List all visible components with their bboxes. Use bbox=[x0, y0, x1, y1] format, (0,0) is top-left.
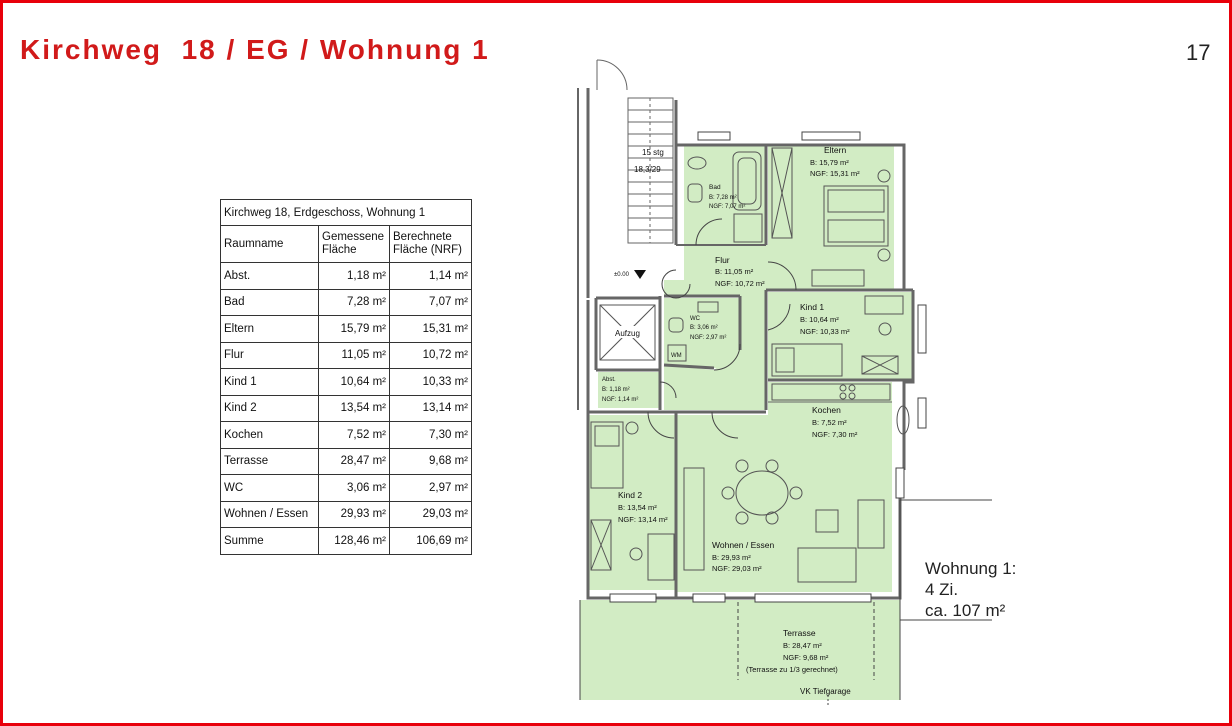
measured-area-cell: 3,06 m² bbox=[319, 475, 390, 502]
eltern-ngf: NGF: 15,31 m² bbox=[810, 169, 860, 178]
measured-area-cell: 29,93 m² bbox=[319, 501, 390, 528]
calc-area-cell: 10,72 m² bbox=[390, 342, 472, 369]
page-title: Kirchweg 18 / EG / Wohnung 1 bbox=[20, 34, 490, 65]
eltern-b: B: 15,79 m² bbox=[810, 158, 849, 167]
room-name-cell: Summe bbox=[221, 528, 319, 555]
elevator-label: Aufzug bbox=[615, 329, 640, 338]
measured-area-cell: 15,79 m² bbox=[319, 316, 390, 343]
wohnen-b: B: 29,93 m² bbox=[712, 553, 751, 562]
abst-name: Abst. bbox=[602, 377, 616, 383]
room-name-cell: Terrasse bbox=[221, 448, 319, 475]
col-header-calc: Berechnete Fläche (NRF) bbox=[390, 226, 472, 263]
room-name-cell: Kochen bbox=[221, 422, 319, 449]
col-header-room: Raumname bbox=[221, 226, 319, 263]
level-mark: ±0.00 bbox=[614, 272, 629, 278]
page-number: 17 bbox=[1186, 40, 1211, 65]
wohnen-fill bbox=[676, 415, 892, 592]
terrasse-name: Terrasse bbox=[783, 628, 816, 638]
calc-area-cell: 10,33 m² bbox=[390, 369, 472, 396]
level-arrow-icon bbox=[634, 270, 646, 279]
room-name-cell: Flur bbox=[221, 342, 319, 369]
calc-area-cell: 9,68 m² bbox=[390, 448, 472, 475]
kind1-b: B: 10,64 m² bbox=[800, 315, 839, 324]
abst-b: B: 1,18 m² bbox=[602, 387, 630, 393]
bad-name: Bad bbox=[709, 184, 721, 191]
flur-name: Flur bbox=[715, 255, 730, 265]
flur-ngf: NGF: 10,72 m² bbox=[715, 279, 765, 288]
terrasse-b: B: 28,47 m² bbox=[783, 641, 822, 650]
room-name-cell: Wohnen / Essen bbox=[221, 501, 319, 528]
wohnen-ngf: NGF: 29,03 m² bbox=[712, 564, 762, 573]
kind2-name: Kind 2 bbox=[618, 490, 643, 500]
wc-b: B: 3,06 m² bbox=[690, 325, 718, 331]
kind2-ngf: NGF: 13,14 m² bbox=[618, 515, 668, 524]
measured-area-cell: 128,46 m² bbox=[319, 528, 390, 555]
room-name-cell: WC bbox=[221, 475, 319, 502]
calc-area-cell: 1,14 m² bbox=[390, 263, 472, 290]
summary-rooms: 4 Zi. bbox=[925, 580, 959, 599]
measured-area-cell: 10,64 m² bbox=[319, 369, 390, 396]
measured-area-cell: 7,52 m² bbox=[319, 422, 390, 449]
kochen-b: B: 7,52 m² bbox=[812, 418, 847, 427]
kind2-b: B: 13,54 m² bbox=[618, 503, 657, 512]
kind1-name: Kind 1 bbox=[800, 302, 825, 312]
summary-apartment: Wohnung 1: bbox=[925, 559, 1017, 578]
kind1-ngf: NGF: 10,33 m² bbox=[800, 327, 850, 336]
eltern-name: Eltern bbox=[824, 145, 847, 155]
stair-label-2: 18,3/29 bbox=[634, 165, 661, 174]
terrasse-fill bbox=[580, 600, 900, 700]
calc-area-cell: 29,03 m² bbox=[390, 501, 472, 528]
terrasse-note: (Terrasse zu 1/3 gerechnet) bbox=[746, 665, 838, 674]
measured-area-cell: 28,47 m² bbox=[319, 448, 390, 475]
washing-machine-label: WM bbox=[671, 353, 682, 359]
measured-area-cell: 1,18 m² bbox=[319, 263, 390, 290]
terrasse-ngf: NGF: 9,68 m² bbox=[783, 653, 829, 662]
wc-name: WC bbox=[690, 316, 700, 322]
col-header-measured: Gemessene Fläche bbox=[319, 226, 390, 263]
measured-area-cell: 13,54 m² bbox=[319, 395, 390, 422]
wc-ngf: NGF: 2,97 m² bbox=[690, 335, 727, 341]
calc-area-cell: 7,30 m² bbox=[390, 422, 472, 449]
calc-area-cell: 13,14 m² bbox=[390, 395, 472, 422]
summary-area: ca. 107 m² bbox=[925, 601, 1006, 620]
measured-area-cell: 7,28 m² bbox=[319, 289, 390, 316]
wohnen-name: Wohnen / Essen bbox=[712, 540, 775, 550]
room-name-cell: Kind 2 bbox=[221, 395, 319, 422]
kochen-ngf: NGF: 7,30 m² bbox=[812, 430, 858, 439]
calc-area-cell: 2,97 m² bbox=[390, 475, 472, 502]
garage-label: VK Tiefgarage bbox=[800, 687, 851, 696]
kochen-name: Kochen bbox=[812, 405, 841, 415]
bad-ngf: NGF: 7,07 m² bbox=[709, 204, 746, 210]
calc-area-cell: 15,31 m² bbox=[390, 316, 472, 343]
flur-b: B: 11,05 m² bbox=[715, 267, 754, 276]
stair-label-1: 15 stg bbox=[642, 148, 664, 157]
abst-ngf: NGF: 1,14 m² bbox=[602, 397, 639, 403]
measured-area-cell: 11,05 m² bbox=[319, 342, 390, 369]
room-name-cell: Kind 1 bbox=[221, 369, 319, 396]
bad-b: B: 7,28 m² bbox=[709, 195, 737, 201]
room-name-cell: Abst. bbox=[221, 263, 319, 290]
room-name-cell: Eltern bbox=[221, 316, 319, 343]
table-caption: Kirchweg 18, Erdgeschoss, Wohnung 1 bbox=[221, 200, 472, 226]
calc-area-cell: 7,07 m² bbox=[390, 289, 472, 316]
calc-area-cell: 106,69 m² bbox=[390, 528, 472, 555]
room-name-cell: Bad bbox=[221, 289, 319, 316]
